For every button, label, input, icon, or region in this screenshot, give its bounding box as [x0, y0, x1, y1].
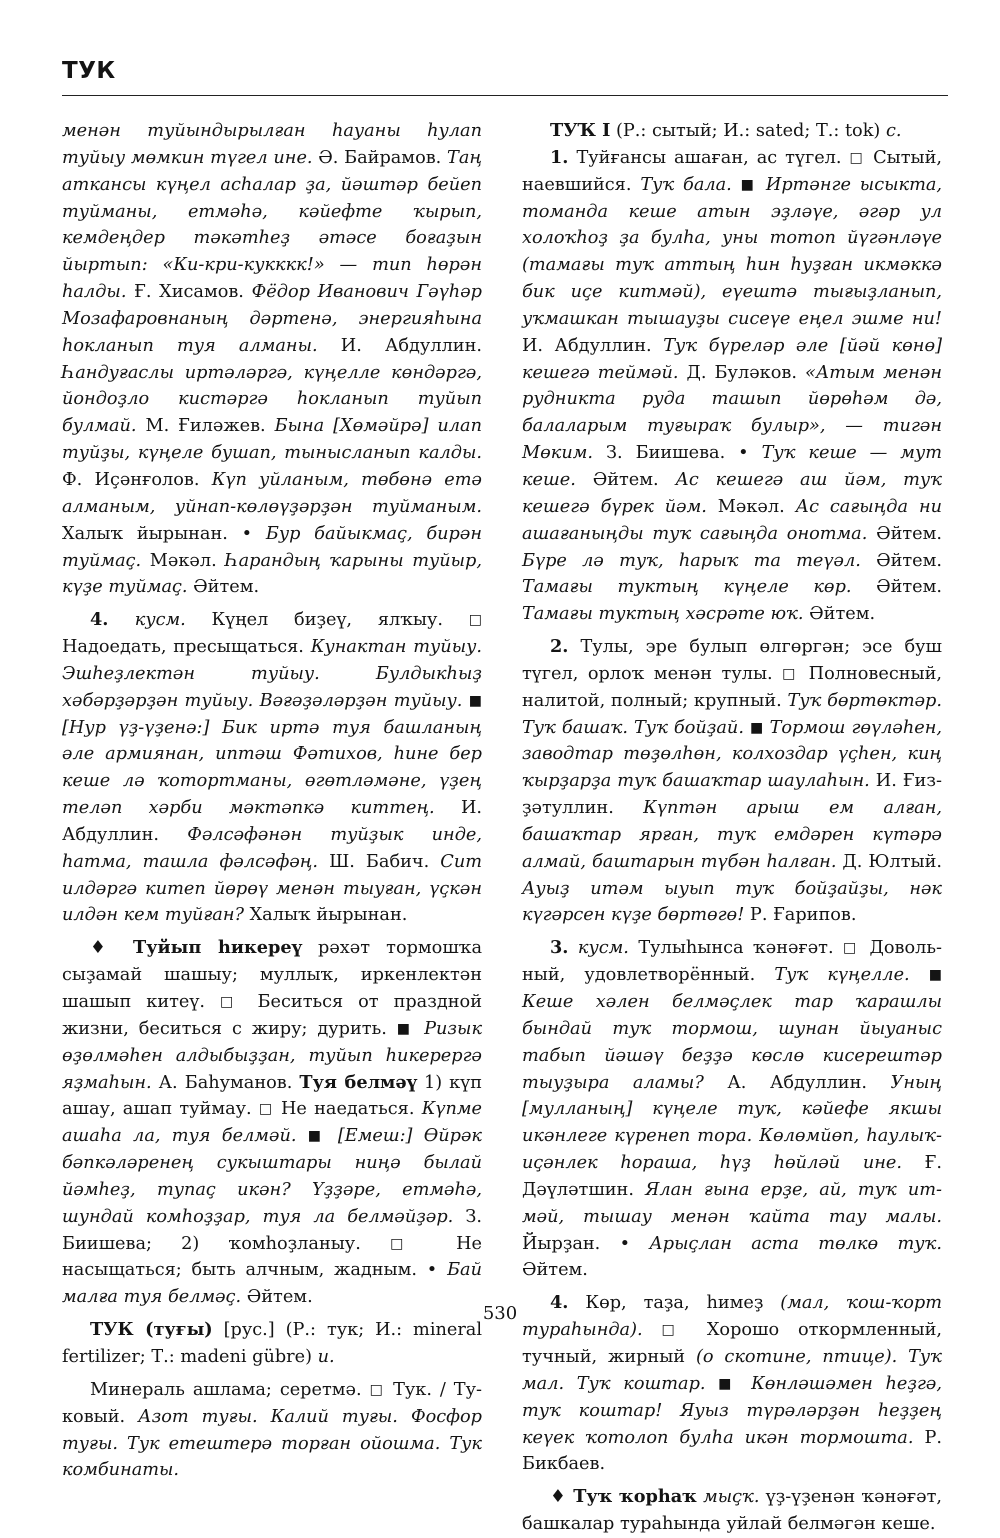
text-run: Мәкәл. — [706, 496, 796, 517]
text-run: рәхәт тормошҡа сыҙамай шашыу; муллыҡ, иркенлектән шашып китеү. — [62, 938, 483, 1012]
bold-run: 1. — [550, 146, 569, 168]
text-run: Д. Юлтый. — [836, 851, 942, 872]
italic-run: Туҡ бөртөктәр. Туҡ башаҡ. Туҡ бойҙай. — [522, 690, 942, 738]
left-column — [62, 118, 482, 1484]
entry-paragraph — [62, 607, 482, 929]
symbol-run: □ — [782, 665, 800, 682]
symbol-run: □ — [849, 149, 866, 166]
symbol-run: □ — [661, 1322, 688, 1339]
text-run: Ф. Иҫәнғолов. — [62, 469, 212, 490]
italic-run: и. — [317, 1346, 335, 1367]
text-run: Надоедать, пресыщаться. — [62, 637, 311, 658]
italic-run: Кунактан туйыу. Эшһеҙлектән туйыу. Булдыкһыҙ хәбәрҙәрҙән туйыу. Вәғәҙәләрҙән туйыу. — [62, 637, 482, 711]
italic-run: [Нур үҙ-үҙенә:] Бик иртә туя башланың әле армиянан, иптәш Фәтихов, һине бер кеше лә ҡотортманы, өгөтләмәне, үҙең теләп хәрби мәктәпкә киттең. — [62, 717, 482, 819]
text-run: Довольный, удовлетворённый. — [522, 938, 943, 986]
italic-run: Сит илдәргә китеп йөрөү менән тыуған, үҫкән илдән кем туйған? — [62, 851, 482, 926]
text-run: Әйтем. — [860, 550, 942, 571]
italic-run: Ризык өҙөлмәһен алдыбыҙҙан, туйып һикерергә яҙмаһын. — [62, 1018, 483, 1093]
symbol-run: ■ — [307, 1128, 327, 1145]
text-run: үҙ-үҙенән ҡәнәғәт, башкалар тураһында уйлай белмәгән кеше. — [522, 1487, 942, 1535]
text-run: Мәкәл. — [141, 550, 226, 571]
italic-run: Фёдор Иванович Гәүһәр Мозафаровнаның дәртенә, энергияһына һокланып туя алманы. — [62, 282, 482, 356]
italic-run: Кеше хәлен белмәҫлек тар ҡарашлы бындай туҡ тормош, шунан йыуаныс табып йәшәү беҙҙә көслө кисерештәр тыуҙыра аламы? — [522, 992, 942, 1093]
text-run: Минераль ашлама; серетмә. — [90, 1379, 370, 1400]
italic-run: Тамағы туктың хәсрәте юҡ. — [522, 604, 804, 625]
italic-run: Иртәнге ысыкта, томанда кеше атын эҙләүе, әгәр ул холоҡһоҙ ҙа булһа, уны тотоп йүгәнләүе (тамағы туҡ аттың һин һуҙған икмәккә бик иҫе китмәй), еүештә тығыҙланып, уҡмашкан тышауҙы сисеүе еңел эшме ни! — [522, 174, 943, 329]
text-run: Әйтем. — [187, 577, 260, 598]
text-run: Халыҡ йырынан. — [243, 905, 408, 926]
bold-run: ♦ Туҡ ҡорһаҡ — [550, 1486, 697, 1508]
text-run: Хорошо откормленный, тучный, жирный — [522, 1320, 942, 1367]
text-run: Р. Ғарипов. — [744, 905, 857, 926]
entry-paragraph — [62, 935, 482, 1311]
italic-run: Ауыҙ итәм ыуып туҡ бойҙайҙы, нәк күгәрсен күҙе бөртөгө! — [522, 878, 942, 926]
italic-run: Күпме ашаһа ла, туя белмәй. — [62, 1099, 482, 1147]
entry-paragraph — [522, 634, 942, 929]
text-run: Р. Бикбаев. — [522, 1427, 942, 1475]
italic-run: Күп уйланым, төбөнә етә алманым, уйнап-көлөүҙәрҙән туйманым. — [62, 469, 482, 517]
italic-run: Ялан ғына ерҙе, ай, туҡ итмәй, тышау менән ҡайта тау малы. — [522, 1179, 942, 1227]
text-run: Д. Буләков. — [678, 362, 805, 383]
symbol-run: ■ — [740, 176, 758, 193]
italic-run: Таң аткансы күңел асһалар ҙа, йәштәр бейеп туйманы, етмәһә, кәйефте ҡырып, кемдеңдер тәкәтһеҙ әтәсе боғаҙын йыртып: «Ки-кри-кукккк!» — тип һөрән һалды. — [62, 147, 482, 303]
italic-run: Арыҫлан аста төлкө туҡ. — [649, 1233, 942, 1254]
text-run: Ш. Бабич. — [318, 851, 441, 872]
text-run: А. Баһуманов. — [151, 1072, 300, 1093]
italic-run: Туҡ бүреләр әле [йәй көнө] кешегә теймәй. — [522, 335, 942, 383]
text-run: Күңел биҙеү, ялҡыу. — [185, 610, 469, 631]
italic-run: Ас кешегә аш йәм, туҡ кешегә бүрек йәм. — [522, 469, 943, 517]
symbol-run: □ — [258, 1101, 274, 1118]
text-run: З. Биишева; 2) ҡомһоҙланыу. — [62, 1206, 482, 1254]
symbol-run: □ — [219, 994, 243, 1010]
text-run: И. Абдуллин. — [522, 335, 664, 356]
text-run: Сытый, наевшийся. — [522, 147, 942, 195]
bold-run: 4. — [90, 609, 135, 631]
entry-paragraph — [522, 935, 942, 1284]
italic-run: Тормош гөүләһен, заводтар төҙөлһөн, колхоздар үҫһен, киң ҡырҙарҙа туҡ башаҡтар шаулаһын. — [522, 717, 942, 792]
text-run: Тулыһынса ҡәнәғәт. — [628, 938, 844, 959]
text-run: Не наедаться. — [273, 1099, 422, 1120]
italic-run: [Емеш:] Өйрәк бәпкәләренең сукыштары ниңә былай йәмһеҙ, тупаҫ икән? Үҙҙәре, етмәһә, шундай комһоҙҙар, туя ла белмәйҙәр. — [62, 1126, 482, 1227]
text-run: Тук. / Туковый. — [62, 1379, 482, 1427]
italic-run: (о скотине, птице). Туҡ мал. Туҡ коштар. — [522, 1346, 942, 1394]
italic-run: Бына [Хөмәйрә] илап туйҙы, күңеле бушап, тынысланып калды. — [62, 416, 482, 464]
right-column — [522, 118, 942, 1538]
italic-run: Уның [мулланың] күңеле туҡ, кәйефе якшы икәнлеге күренеп тора. Көлөмйөп, һаулыҡ-иҫәнлек һораша, һүҙ һөйләй ине. — [522, 1072, 942, 1174]
symbol-run: □ — [390, 1235, 427, 1252]
italic-run: «Атым менән рудникта руда ташып йөрөһәм дә, балаларым туғыраҡ булыр», — тигән Мөким. — [522, 362, 942, 464]
text-run: Көр, таҙа, һимеҙ — [568, 1293, 781, 1314]
text-run: Беситься от праздной жизни, беситься с жиру; дурить. — [62, 992, 482, 1039]
text-run: [рус.] (Р.: тук; И.: mineral fertilizer; Т.: madeni gübre) — [62, 1320, 482, 1367]
text-run: 1) күп ашау, ашап туймау. — [62, 1072, 482, 1120]
symbol-run: ■ — [396, 1020, 415, 1037]
entry-paragraph — [522, 118, 942, 145]
italic-run: Ас сағыңда ни ашағаныңды туҡ сағыңда онотма. — [522, 496, 942, 544]
symbol-run: ■ — [749, 719, 764, 736]
entry-paragraph — [62, 118, 482, 601]
page-headword: ТУК — [62, 58, 116, 84]
bold-run: 4. — [550, 1292, 569, 1314]
text-run: (Р.: сытый; И.: sated; Т.: tok) — [610, 121, 886, 141]
text-run: Ғ. Дәүләтшин. — [522, 1153, 942, 1200]
entry-paragraph — [62, 1317, 482, 1371]
italic-run: (мал, ҡош-ҡорт тураһында). — [522, 1293, 942, 1341]
text-run: Ғ. Хисамов. — [126, 282, 252, 303]
bold-run: ТУК (туғы) — [90, 1319, 213, 1341]
text-run: Халыҡ йырынан. • — [62, 523, 266, 544]
text-run: И. Абдуллин. — [62, 798, 482, 845]
text-run: Әйтем. — [522, 1260, 588, 1281]
italic-run: Туҡ бала. — [640, 174, 741, 195]
text-run: Ә. Байрамов. — [312, 147, 448, 168]
page-number: 530 — [482, 1303, 518, 1324]
symbol-run: ■ — [928, 967, 942, 984]
symbol-run: ■ — [718, 1375, 739, 1392]
text-run: Әйтем. — [241, 1287, 313, 1308]
text-run: Әйтем. — [851, 577, 943, 598]
bold-run: 3. — [550, 937, 569, 959]
text-run: М. Ғиләжев. — [136, 416, 275, 437]
italic-run: с. — [885, 121, 902, 141]
italic-run: Фәлсәфәнән туйҙык инде, һатма, ташла фәлсәфәң. — [62, 824, 482, 872]
text-run: Йырҙан. • — [522, 1233, 650, 1254]
italic-run: Бүре лә туҡ, һарыҡ та теүәл. — [522, 550, 861, 571]
bold-run: ТУҠ I — [550, 120, 611, 141]
italic-run: Күптән арыш ем алған, башаҡтар ярған, туҡ емдәрен күтәрә алмай, баштарын түбән һалған. — [522, 798, 942, 872]
italic-run: Азот туғы. Калий туғы. Фосфор туғы. Тук етештерә торған ойошма. Тук комбинаты. — [62, 1406, 482, 1481]
italic-run: Туҡ кеше — мут кеше. — [522, 443, 942, 490]
bold-run: 2. — [550, 636, 569, 658]
italic-run: Һандуғаслы иртәләргә, күңелле көндәргә, йондоҙло кистәргә һокланып туйып булмай. — [62, 362, 482, 437]
entry-paragraph — [62, 1377, 482, 1484]
italic-run: менән туйындырылған һауаны һулап туйыу мөмкин түгел ине. — [62, 121, 482, 168]
text-run: Туйғансы ашаған, ас түгел. — [568, 147, 850, 168]
bold-run: ♦ Туйып һикереү — [90, 937, 302, 959]
italic-run: кусм. — [568, 938, 629, 959]
symbol-run: ■ — [468, 692, 482, 709]
text-run: И. Ғизҙәтуллин. — [522, 771, 942, 819]
text-run: Не насыщаться; быть алчным, жадным. • — [62, 1233, 483, 1281]
entry-paragraph — [522, 145, 942, 628]
header-rule — [62, 95, 948, 96]
italic-run: Һарандың ҡарыны туйыр, күҙе туймаҫ. — [62, 550, 482, 598]
italic-run: мыҫҡ. — [696, 1487, 760, 1508]
text-run: Әйтем. — [575, 469, 676, 490]
text-run: Полновесный, налитой, полный; крупный. — [522, 663, 942, 711]
symbol-run: □ — [843, 940, 861, 957]
symbol-run: □ — [468, 612, 482, 629]
symbol-run: □ — [369, 1381, 386, 1398]
text-run: И. Абдуллин. — [317, 335, 483, 356]
italic-run: Бур байыкмаҫ, бирән туймаҫ. — [62, 523, 482, 571]
italic-run: Туҡ күңелле. — [774, 965, 929, 986]
entry-paragraph — [522, 1484, 942, 1538]
text-run: Әйтем. — [867, 523, 942, 544]
italic-run: Бай малға туя белмәҫ. — [62, 1260, 482, 1308]
text-run: А. Абдуллин. — [703, 1072, 891, 1093]
italic-run: кусм. — [134, 610, 186, 631]
italic-run: Тамағы туктың күңеле көр. — [522, 577, 852, 598]
text-run: Әйтем. — [803, 604, 876, 625]
bold-run: Туя белмәү — [299, 1071, 417, 1093]
italic-run: Көнләшәмен һеҙгә, туҡ коштар! Яуыз түрәләрҙән һеҙҙең кеүек ҡотолоп булһа икән тормошта. — [522, 1373, 942, 1448]
text-run: З. Биишева. • — [593, 443, 762, 464]
text-run: Тулы, эре булып өлгөргән; эсе буш түгел, орлоҡ менән тулы. — [522, 637, 942, 684]
